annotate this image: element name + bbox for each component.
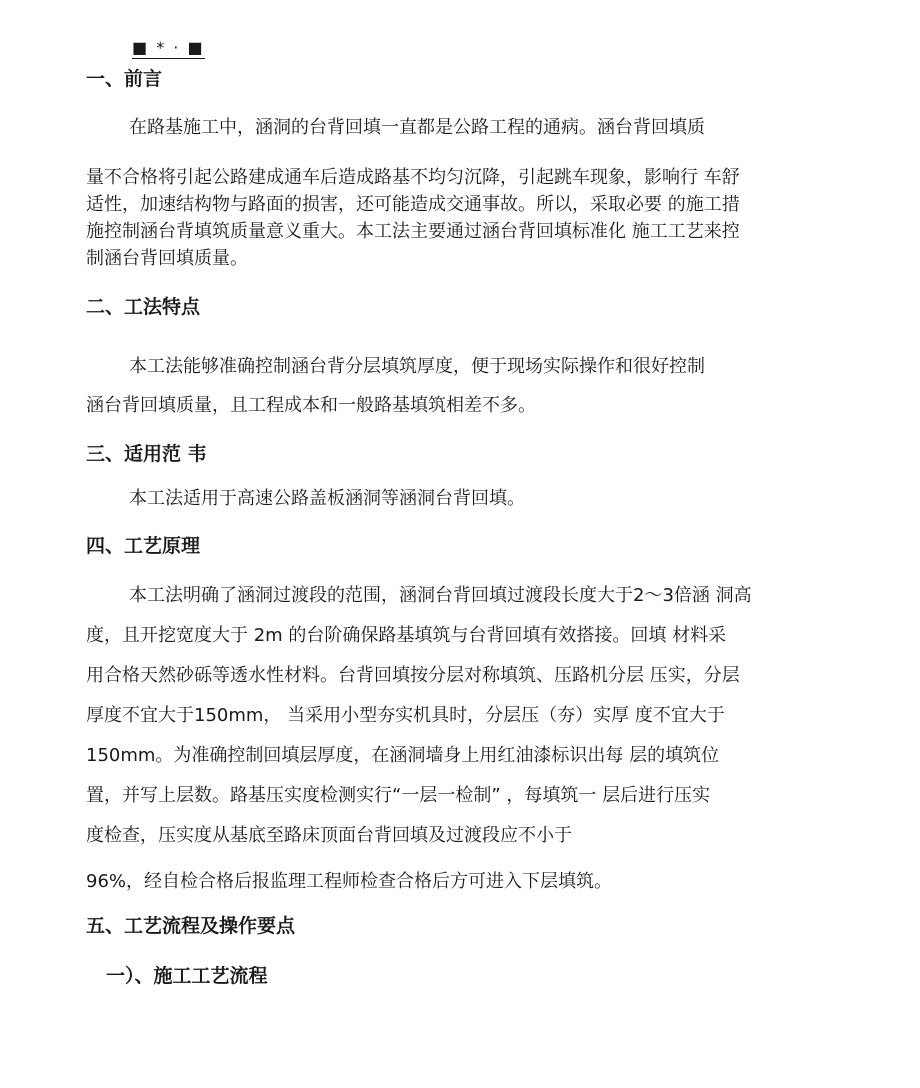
section-4-line-1: 本工法明确了涵洞过渡段的范围，涵洞台背回填过渡段长度大于2〜3倍涵 洞高 <box>129 585 752 606</box>
section-2-heading: 二、工法特点 <box>86 296 201 318</box>
section-1-line-4: 施控制涵台背填筑质量意义重大。本工法主要通过涵台背回填标准化 施工工艺来控 <box>86 221 740 242</box>
section-1-heading: 一、前言 <box>86 68 163 90</box>
section-2-line-1: 本工法能够准确控制涵台背分层填筑厚度，便于现场实际操作和很好控制 <box>129 356 705 377</box>
section-4-line-2: 度，且开挖宽度大于 2m 的台阶确保路基填筑与台背回填有效搭接。回填 材料采 <box>86 625 727 646</box>
section-4-heading: 四、工艺原理 <box>86 535 201 557</box>
section-4-line-3: 用合格天然砂砾等透水性材料。台背回填按分层对称填筑、压路机分层 压实，分层 <box>86 665 740 686</box>
section-4-line-7: 度检查，压实度从基底至路床顶面台背回填及过渡段应不小于 <box>86 825 572 846</box>
section-2-line-2: 涵台背回填质量，且工程成本和一般路基填筑相差不多。 <box>86 395 536 416</box>
section-1-line-2: 量不合格将引起公路建成通车后造成路基不均匀沉降，引起跳车现象，影响行 车舒 <box>86 167 740 188</box>
section-1-line-1: 在路基施工中，涵洞的台背回填一直都是公路工程的通病。涵台背回填质 <box>129 117 705 138</box>
section-4-line-8: 96%，经自检合格后报监理工程师检查合格后方可进入下层填筑。 <box>86 871 613 892</box>
section-5-subheading: 一）、施工工艺流程 <box>106 965 268 987</box>
section-1-line-5: 制涵台背回填质量。 <box>86 248 248 269</box>
section-4-line-4: 厚度不宜大于150mm， 当采用小型夯实机具时，分层压（夯）实厚 度不宜大于 <box>86 705 725 726</box>
section-4-line-5: 150mm。为准确控制回填层厚度，在涵洞墙身上用红油漆标识出每 层的填筑位 <box>86 745 720 766</box>
section-5-heading: 五、工艺流程及操作要点 <box>86 915 296 937</box>
section-3-heading: 三、适用范 韦 <box>86 443 207 465</box>
section-4-line-6: 置，并写上层数。路基压实度检测实行“一层一检制” ，每填筑一 层后进行压实 <box>86 785 711 806</box>
section-1-line-3: 适性，加速结构物与路面的损害，还可能造成交通事故。所以，采取必要 的施工措 <box>86 194 740 215</box>
section-3-line-1: 本工法适用于高速公路盖板涵洞等涵洞台背回填。 <box>129 488 525 509</box>
header-mark: ■ * · ■ <box>132 38 205 57</box>
